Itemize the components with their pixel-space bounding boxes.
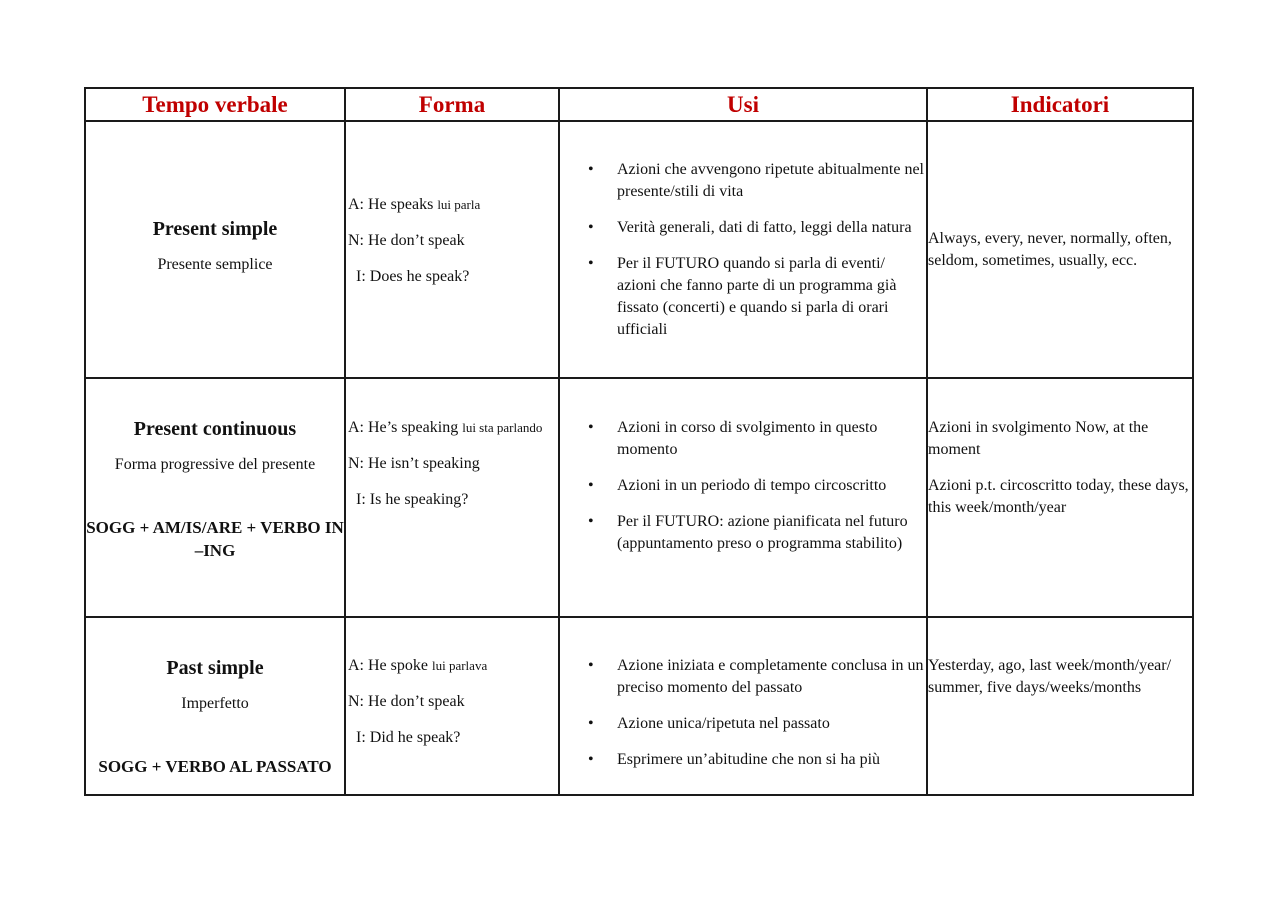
list-item: • Esprimere un’abitudine che non si ha più	[588, 751, 881, 768]
list-item: • Per il FUTURO quando si parla di eventi/ azioni che fanno parte di un programma già fissato (concerti) e quando si parla di orari ufficiali	[588, 254, 897, 338]
tense-formula: SOGG + AM/IS/ARE + VERBO IN –ING	[86, 518, 344, 560]
tense-name: Past simple	[166, 657, 264, 679]
forms-cell	[345, 378, 559, 617]
indicator-text: Yesterday, ago, last week/month/year/ summer, five days/weeks/months	[928, 657, 1172, 696]
forms-cell	[345, 617, 559, 795]
verb-tenses-table	[84, 87, 1194, 796]
indicator-text: Always, every, never, normally, often, seldom, sometimes, usually, ecc.	[928, 229, 1172, 269]
form-interrogative: I: Did he speak?	[356, 729, 461, 746]
tense-italian: Forma progressive del presente	[114, 456, 316, 473]
indicator-text: Azioni p.t. circoscritto today, these days, this week/month/year	[928, 477, 1189, 516]
list-item: • Azioni in corso di svolgimento in questo momento	[588, 419, 878, 458]
indicator-text: Azioni in svolgimento Now, at the moment	[928, 419, 1149, 458]
form-translation: lui parlava	[431, 658, 488, 673]
tense-cell	[85, 378, 345, 617]
form-affirmative: A: He speaks lui parla	[348, 195, 481, 213]
indicators-cell	[927, 378, 1193, 617]
table-row	[85, 617, 1193, 795]
list-item: • Azioni in un periodo di tempo circoscritto	[588, 477, 887, 494]
tense-name: Present simple	[152, 217, 278, 240]
uses-cell	[559, 121, 927, 378]
list-item: • Azione iniziata e completamente conclusa in un preciso momento del passato	[588, 657, 924, 696]
tense-formula: SOGG + VERBO AL PASSATO	[98, 757, 332, 776]
uses-list	[560, 417, 926, 555]
list-item: • Per il FUTURO: azione pianificata nel futuro (appuntamento preso o programma stabilito)	[588, 513, 908, 552]
form-affirmative: A: He’s speaking lui sta parlando	[348, 419, 543, 436]
form-negative: N: He don’t speak	[348, 693, 465, 710]
header-tempo-verbale: Tempo verbale	[85, 88, 345, 121]
header-forma: Forma	[345, 88, 559, 121]
form-affirmative: A: He spoke lui parlava	[348, 657, 488, 674]
tense-italian: Imperfetto	[181, 695, 249, 712]
form-interrogative: I: Is he speaking?	[356, 491, 469, 508]
list-item: • Azione unica/ripetuta nel passato	[588, 715, 830, 732]
tense-name: Present continuous	[133, 418, 297, 440]
header-indicatori: Indicatori	[927, 88, 1193, 121]
table-row	[85, 121, 1193, 378]
list-item: • Azioni che avvengono ripetute abitualmente nel presente/stili di vita	[588, 160, 924, 200]
form-translation: lui parla	[437, 196, 481, 212]
form-interrogative: I: Does he speak?	[356, 267, 470, 285]
indicators-cell	[927, 617, 1193, 795]
form-translation: lui sta parlando	[462, 420, 543, 435]
form-negative: N: He don’t speak	[348, 231, 465, 249]
list-item: • Verità generali, dati di fatto, leggi della natura	[588, 218, 912, 236]
table-row	[85, 378, 1193, 617]
indicators-cell	[927, 121, 1193, 378]
uses-list	[560, 655, 926, 771]
form-negative: N: He isn’t speaking	[348, 455, 480, 472]
tense-cell	[85, 121, 345, 378]
uses-cell	[559, 378, 927, 617]
uses-list	[560, 159, 926, 341]
header-row	[85, 88, 1193, 121]
tense-italian: Presente semplice	[157, 255, 273, 273]
uses-cell	[559, 617, 927, 795]
tense-cell	[85, 617, 345, 795]
header-usi: Usi	[559, 88, 927, 121]
forms-cell	[345, 121, 559, 378]
